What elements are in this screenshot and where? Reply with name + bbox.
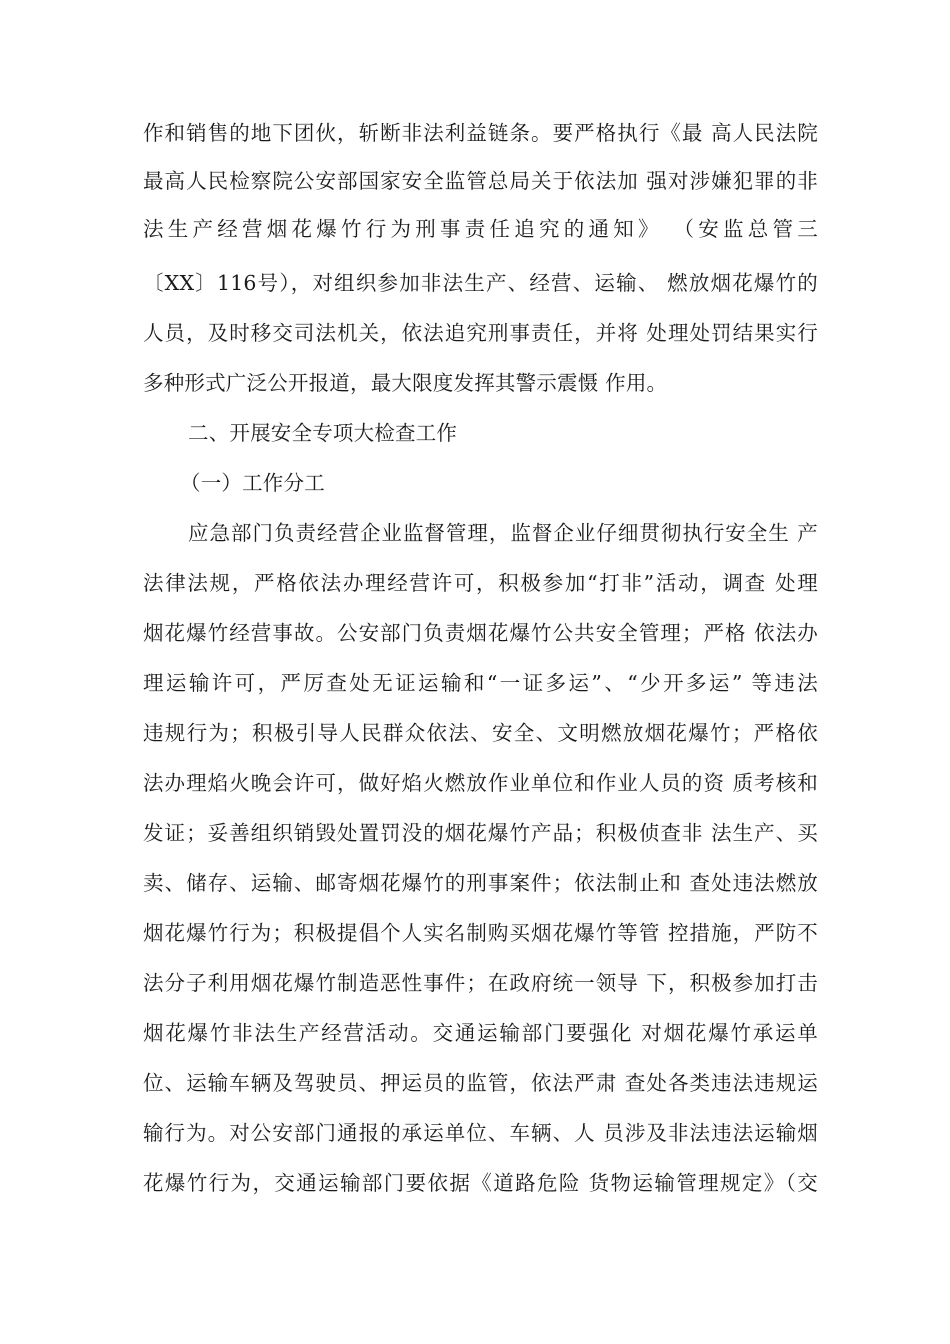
body-line: 法办理焰火晚会许可，做好焰火燃放作业单位和作业人员的资 质考核和 [143,771,818,795]
body-line: 人员，及时移交司法机关，依法追究刑事责任，并将 处理处罚结果实行 [143,321,818,345]
body-line: 发证；妥善组织销毁处置罚没的烟花爆竹产品；积极侦查非 法生产、买 [143,821,818,845]
body-line: 输行为。对公安部门通报的承运单位、车辆、人 员涉及非法违法运输烟 [143,1121,818,1145]
body-line: 多种形式广泛公开报道，最大限度发挥其警示震慑 作用。 [143,371,668,395]
subsection-heading: （一）工作分工 [180,471,325,495]
body-line: 作和销售的地下团伙，斩断非法利益链条。要严格执行《最 高人民法院 [143,121,818,145]
body-line: 最高人民检察院公安部国家安全监管总局关于依法加 强对涉嫌犯罪的非 [143,169,818,193]
body-line: 法律法规，严格依法办理经营许可，积极参加“打非”活动，调查 处理 [143,571,818,595]
body-line: 应急部门负责经营企业监督管理，监督企业仔细贯彻执行安全生 产 [188,521,818,545]
body-line: 法生产经营烟花爆竹行为刑事责任追究的通知》 （安监总管三 [143,217,818,241]
body-line: 烟花爆竹经营事故。公安部门负责烟花爆竹公共安全管理；严格 依法办 [143,621,818,645]
body-line: 位、运输车辆及驾驶员、押运员的监管，依法严肃 查处各类违法违规运 [143,1071,818,1095]
body-line: 花爆竹行为，交通运输部门要依据《道路危险 货物运输管理规定》（交 [143,1171,818,1195]
body-line: 违规行为；积极引导人民群众依法、安全、文明燃放烟花爆竹；严格依 [143,721,818,745]
section-heading: 二、开展安全专项大检查工作 [188,421,458,445]
body-line: 法分子利用烟花爆竹制造恶性事件；在政府统一领导 下，积极参加打击 [143,971,818,995]
body-line: 烟花爆竹非法生产经营活动。交通运输部门要强化 对烟花爆竹承运单 [143,1021,818,1045]
body-line: 烟花爆竹行为；积极提倡个人实名制购买烟花爆竹等管 控措施，严防不 [143,921,818,945]
body-line: 〔XX〕116号），对组织参加非法生产、经营、运输、 燃放烟花爆竹的 [143,271,818,295]
body-line: 卖、储存、运输、邮寄烟花爆竹的刑事案件；依法制止和 查处违法燃放 [143,871,818,895]
body-line: 理运输许可，严厉查处无证运输和“一证多运”、“少开多运” 等违法 [143,671,818,695]
